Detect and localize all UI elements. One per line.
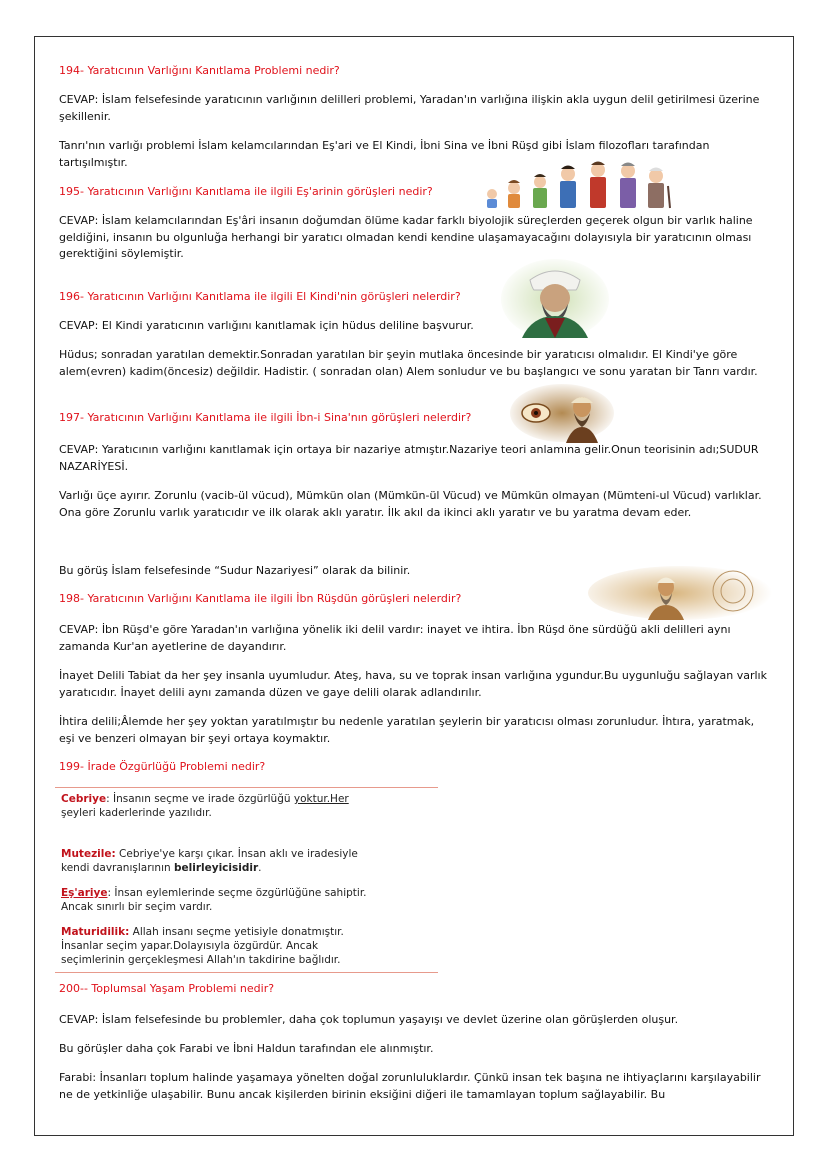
answer-196-paragraph-2: Hüdus; sonradan yaratılan demektir.Sonradan yaratılan bir şeyin mutlaka öncesinde bir yaratıcısı olmalıdır. El Kindi'ye göre alem(evren) kadim(öncesiz) değildir. Hadistir. ( sonradan olan) Alem sonludur ve bu başlangıcı ve sonu yaratan bir Tanrı vardır. [59, 348, 758, 378]
answer-200-paragraph-1: CEVAP: İslam felsefesinde bu problemler, daha çok toplumun yaşayışı ve devlet üzerine olan görüşlerden oluşur. [59, 1013, 679, 1026]
mutezile-term: Mutezile: [61, 848, 116, 860]
human-growth-stages-illustration [480, 160, 675, 210]
cebriye-line-2: şeyleri kaderlerinde yazılıdır. [61, 807, 212, 819]
maturidilik-line-3: seçimlerinin gerçekleşmesi Allah'ın takdirine bağlıdır. [61, 954, 341, 966]
answer-198-paragraph-2: İnayet Delili Tabiat da her şey insanla uyumludur. Ateş, hava, su ve toprak insan varlığına ygundur.Bu uygunluğu sağlayan varlık yaratıcıdır. İnayet delili aynı zamanda düzen ve gaye delili olarak adlandırılır. [59, 669, 767, 699]
growth-stage-2 [508, 180, 520, 208]
growth-stage-7 [648, 168, 670, 209]
question-198-title: 198- Yaratıcının Varlığını Kanıtlama ile ilgili İbn Rüşdün görüşleri nelerdir? [59, 592, 462, 605]
question-200-title: 200-- Toplumsal Yaşam Problemi nedir? [59, 982, 275, 995]
question-196-title: 196- Yaratıcının Varlığını Kanıtlama ile ilgili El Kindi'nin görüşleri nelerdir? [59, 290, 461, 303]
answer-198-paragraph-1: CEVAP: İbn Rüşd'e göre Yaradan'ın varlığına yönelik iki delil vardır: inayet ve ihtira. İbn Rüşd öne sürdüğü akli delilleri aynı zamanda Kur'an ayetlerine de dayandırır. [59, 623, 731, 653]
answer-200-paragraph-3: Farabi: İnsanları toplum halinde yaşamaya yönelten doğal zorunluluklardır. Çünkü insan tek başına ne ihtiyaçlarını karşılayabilir ne de yetkinliğe ulaşabilir. Bunu ancak kişilerden birinin eksiğini diğeri ile tamamlayan toplum sağlayabilir. Bu [59, 1071, 761, 1101]
question-199-title: 199- İrade Özgürlüğü Problemi nedir? [59, 760, 266, 773]
free-will-views-box [55, 787, 438, 973]
answer-194-paragraph-1: CEVAP: İslam felsefesinde yaratıcının varlığının delilleri problemi, Yaradan'ın varlığına ilişkin akla uygun delil getirilmesi üzerine şekillenir. [59, 93, 760, 123]
answer-197-paragraph-1: CEVAP: Yaratıcının varlığını kanıtlamak için ortaya bir nazariye atmıştır.Nazariye teori anlamına gelir.Onun teorisinin adı;SUDUR NAZARİYESİ. [59, 443, 759, 473]
growth-stage-4 [560, 166, 576, 209]
answer-198-paragraph-3: İhtira delili;Âlemde her şey yoktan yaratılmıştır bu nedenle yaratılan şeylerin bir yaratıcısı olması zorunludur. İhtıra, yaratmak, eşi ve benzeri olmayan bir şeyi ortaya koymaktır. [59, 715, 755, 745]
esariye-line-2: Ancak sınırlı bir seçim vardır. [61, 901, 213, 913]
answer-197-paragraph-2: Varlığı üçe ayırır. Zorunlu (vacib-ül vücud), Mümkün olan (Mümkün-ül Vücud) ve Mümkün olmayan (Mümteni-ul Vücud) varlıklar. Ona göre Zorunlu varlık yaratıcıdır ve ilk olarak aklı yaratır. İlk akıl da ikinci aklı yaratır ve bu yaratma devam eder. [59, 489, 762, 519]
mutezile-line-1: Mutezile: Cebriye'ye karşı çıkar. İnsan aklı ve iradesiyle [61, 848, 358, 860]
mutezile-line-2: kendi davranışlarının belirleyicisidir. [61, 862, 262, 874]
cebriye-line-1: Cebriye: İnsanın seçme ve irade özgürlüğü yoktur.Her [61, 793, 349, 805]
maturidilik-term: Maturidilik: [61, 926, 130, 938]
cebriye-term: Cebriye [61, 793, 107, 805]
growth-stage-3 [533, 174, 547, 208]
answer-195-paragraph-1: CEVAP: İslam kelamcılarından Eş'âri insanın doğumdan ölüme kadar farklı biyolojik süreçlerden geçerek olgun bir varlık haline geldiğini, insanın bu olgunluğa herhangi bir yaratıcı olmadan kendi kendine ulaşamayacağını dolayısıyla bir yaratıcının olması gerektiğini söylemiştir. [59, 214, 753, 260]
answer-196-paragraph-1: CEVAP: El Kindi yaratıcının varlığını kanıtlamak için hüdus deliline başvurur. [59, 319, 474, 332]
answer-197-paragraph-3: Bu görüş İslam felsefesinde “Sudur Nazariyesi” olarak da bilinir. [59, 564, 411, 577]
answer-194-paragraph-2: Tanrı'nın varlığı problemi İslam kelamcılarından Eş'ari ve El Kindi, İbni Sina ve İbni Rüşd gibi İslam filozofları tarafından tartışılmıştır. [59, 139, 710, 169]
question-197-title: 197- Yaratıcının Varlığını Kanıtlama ile ilgili İbn-i Sina'nın görüşleri nelerdir? [59, 411, 472, 424]
question-195-title: 195- Yaratıcının Varlığını Kanıtlama ile ilgili Eş'arinin görüşleri nedir? [59, 185, 433, 198]
growth-stage-1 [487, 189, 497, 208]
ibn-rushd-illustration [588, 565, 773, 621]
answer-200-paragraph-2: Bu görüşler daha çok Farabi ve İbni Haldun tarafından ele alınmıştır. [59, 1042, 434, 1055]
esariye-line-1: Eş'ariye: İnsan eylemlerinde seçme özgürlüğüne sahiptir. [61, 887, 367, 899]
question-194-title: 194- Yaratıcının Varlığını Kanıtlama Problemi nedir? [59, 64, 340, 77]
ibn-sina-illustration [510, 383, 615, 443]
maturidilik-line-1: Maturidilik: Allah insanı seçme yetisiyle donatmıştır. [61, 926, 344, 938]
growth-stage-6 [620, 163, 636, 209]
growth-stage-5 [590, 162, 606, 209]
esariye-term: Eş'ariye [61, 887, 108, 899]
maturidilik-line-2: İnsanlar seçim yapar.Dolayısıyla özgürdür. Ancak [61, 940, 319, 952]
